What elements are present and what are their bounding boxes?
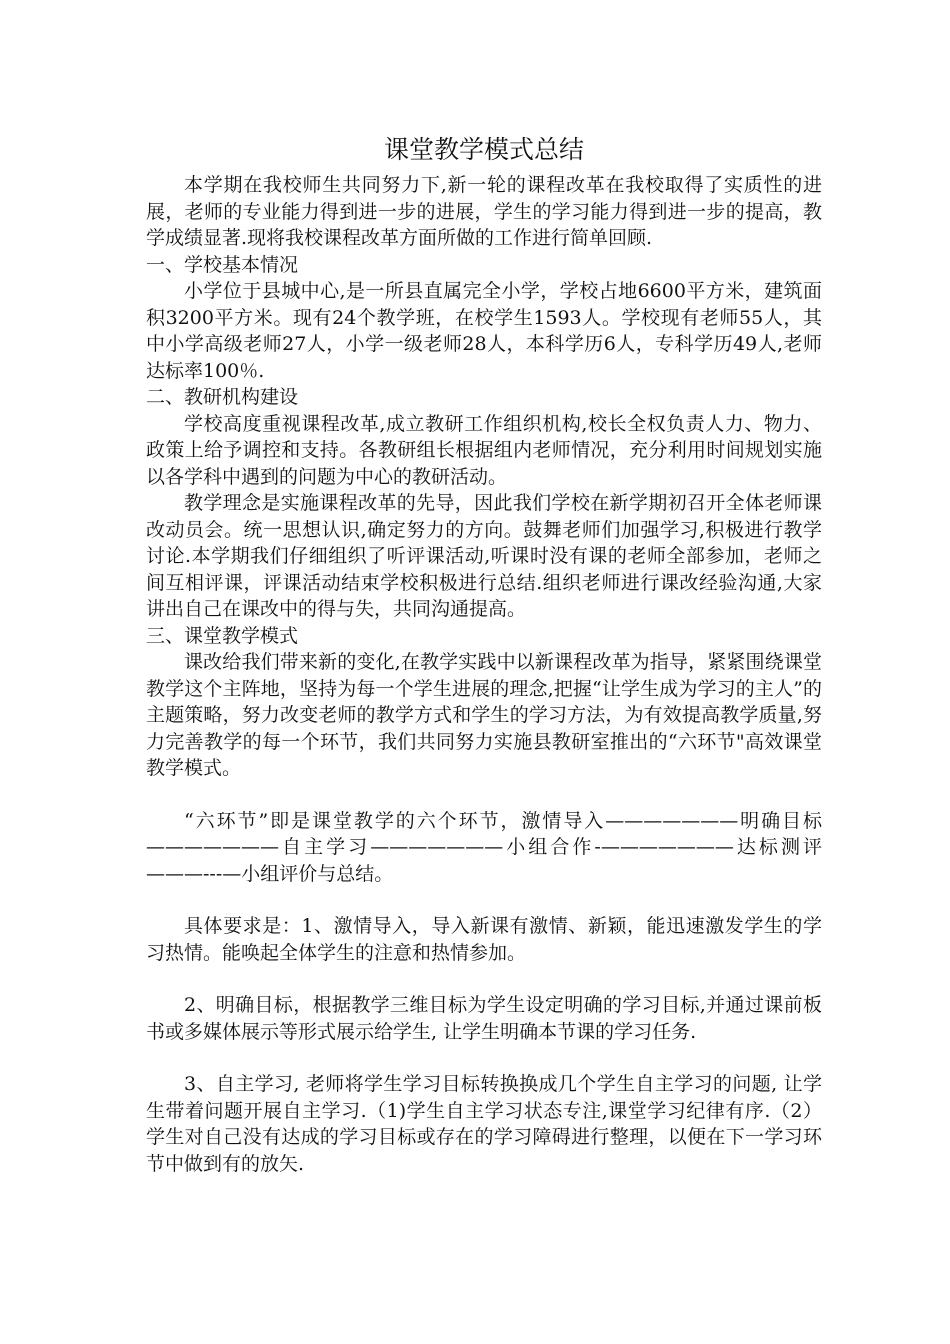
document-page <box>146 130 822 1177</box>
teaching-model-paragraph-1: 课改给我们带来新的变化,在教学实践中以新课程改革为指导，紧紧围绕课堂教学这个主阵地，坚持为每一个学生进展的理念,把握“让学生成为学习的主人”的主题策略，努力改变老师的教学方式和学生的学习方法，为有效提高教学质量,努力完善教学的每一个环节，我们共同努力实施县教研室推出的“六环节"高效课堂教学模式。 <box>146 651 822 779</box>
six-steps-paragraph: “六环节”即是课堂教学的六个环节，激情导入———————明确目标———————自主学习———————小组合作-———————达标测评———---—小组评价与总结。 <box>146 809 822 885</box>
section-heading-teaching-model: 三、课堂教学模式 <box>146 624 299 647</box>
section-heading-school-overview: 一、学校基本情况 <box>146 253 299 276</box>
requirement-1-paragraph: 具体要求是：1、激情导入，导入新课有激情、新颖，能迅速激发学生的学习热情。能唤起全体学生的注意和热情参加。 <box>146 915 822 964</box>
school-overview-paragraph: 小学位于县城中心,是一所县直属完全小学，学校占地6600平方米，建筑面积3200平方米。现有24个教学班，在校学生1593人。学校现有老师55人，其中小学高级老师27人，小学一级老师28人，本科学历6人，专科学历49人,老师达标率100％. <box>146 280 822 382</box>
section-heading-research-org: 二、教研机构建设 <box>146 386 299 408</box>
requirement-2-paragraph: 2、明确目标，根据教学三维目标为学生设定明确的学习目标,并通过课前板书或多媒体展示等形式展示给学生, 让学生明确本节课的学习任务. <box>146 994 822 1043</box>
paragraph-gap <box>146 966 822 992</box>
intro-paragraph: 本学期在我校师生共同努力下,新一轮的课程改革在我校取得了实质性的进展，老师的专业能力得到进一步的进展，学生的学习能力得到进一步的提高，教学成绩显著.现将我校课程改革方面所做的工作进行简单回顾. <box>146 174 822 249</box>
research-org-paragraph-2: 教学理念是实施课程改革的先导，因此我们学校在新学期初召开全体老师课改动员会。统一思想认识,确定努力的方向。鼓舞老师们加强学习,积极进行教学讨论.本学期我们仔细组织了听评课活动,听课时没有课的老师全部参加，老师之间互相评课，评课活动结束学校积极进行总结.组织老师进行课改经验沟通,大家讲出自己在课改中的得与失，共同沟通提高。 <box>146 492 822 620</box>
paragraph-gap <box>146 782 822 808</box>
research-org-paragraph-1: 学校高度重视课程改革,成立教研工作组织机构,校长全权负责人力、物力、政策上给予调控和支持。各教研组长根据组内老师情况，充分利用时间规划实施以各学科中遇到的问题为中心的教研活动。 <box>146 412 822 488</box>
paragraph-gap <box>146 887 822 913</box>
paragraph-gap <box>146 1045 822 1071</box>
requirement-3-paragraph: 3、自主学习, 老师将学生学习目标转换换成几个学生自主学习的问题, 让学生带着问题开展自主学习.（1)学生自主学习状态专注,课堂学习纪律有序.（2）学生对自己没有达成的学习目标或存在的学习障碍进行整理，以便在下一学习环节中做到有的放矢. <box>146 1073 822 1175</box>
document-title: 课堂教学模式总结 <box>383 135 584 164</box>
